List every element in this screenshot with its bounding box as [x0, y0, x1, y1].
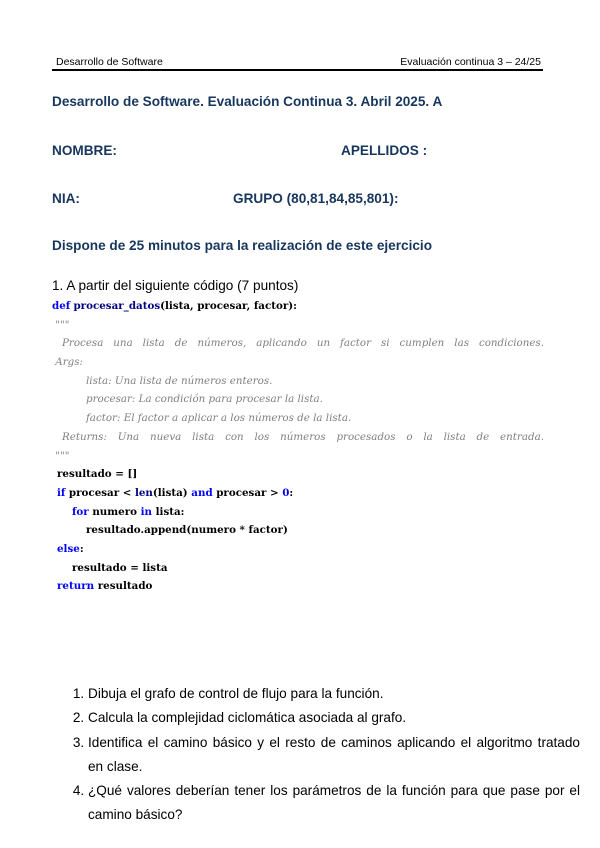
exam-title: Desarrollo de Software. Evaluación Continua 3. Abril 2025. A: [52, 94, 443, 109]
code-if-part2: (lista): [152, 486, 192, 499]
docstring-quote-close: """: [55, 449, 70, 462]
code-else-assign-line: [52, 559, 544, 578]
field-nia-label: NIA:: [52, 191, 80, 206]
code-if-number: 0: [282, 486, 290, 499]
code-keyword-in: in: [140, 505, 153, 518]
header-course: Desarrollo de Software: [56, 56, 163, 68]
docstring-args: Args:: [55, 356, 83, 369]
code-keyword-return: return: [57, 580, 95, 593]
task-item-2: 2. Calcula la complejidad ciclomática asociada al grafo.: [88, 706, 580, 730]
code-return-line: [52, 577, 544, 596]
code-resultado-init-line: [52, 465, 544, 484]
task-list: [52, 682, 580, 828]
code-signature: (lista, procesar, factor):: [160, 300, 297, 312]
code-docstring-close: [52, 447, 544, 466]
header-evaluation: Evaluación continua 3 – 24/25: [400, 56, 541, 68]
time-note: Dispone de 25 minutos para la realización de este ejercicio: [52, 238, 433, 253]
code-else-line: [52, 540, 544, 559]
code-block: [52, 297, 544, 596]
code-def-line: [52, 297, 544, 316]
code-keyword-and: and: [191, 486, 213, 499]
code-return-rest: resultado: [94, 580, 153, 593]
code-docstring-arg-lista-line: [52, 372, 544, 391]
code-keyword-if: if: [57, 486, 66, 499]
docstring-returns: Returns: Una nueva lista con los números procesados o la lista de entrada.: [62, 430, 544, 443]
field-nombre-label: NOMBRE:: [52, 143, 117, 158]
code-docstring-arg-procesar-line: [52, 390, 544, 409]
code-if-line: [52, 484, 544, 503]
code-append-line: [52, 521, 544, 540]
question-1: 1. A partir del siguiente código (7 puntos): [52, 278, 299, 293]
code-resultado-init: resultado = []: [57, 468, 138, 481]
code-docstring-arg-factor-line: [52, 409, 544, 428]
code-if-part3: procesar >: [212, 486, 283, 499]
task-item-1: 1. Dibuja el grafo de control de flujo para la función.: [88, 682, 580, 706]
code-docstring-args-line: [52, 353, 544, 372]
code-for-line: [52, 503, 544, 522]
docstring-description: Procesa una lista de números, aplicando un factor si cumplen las condiciones.: [62, 337, 544, 350]
code-keyword-else: else: [57, 542, 80, 555]
code-keyword-for: for: [72, 505, 89, 518]
docstring-arg-factor: factor: El factor a aplicar a los números de la lista.: [86, 412, 352, 425]
code-else-colon: :: [79, 542, 84, 555]
docstring-arg-procesar: procesar: La condición para procesar la lista.: [86, 393, 323, 406]
field-grupo-label: GRUPO (80,81,84,85,801):: [233, 191, 399, 206]
header-rule: [52, 69, 543, 71]
code-keyword-len: len: [134, 486, 153, 499]
docstring-quote-open: """: [55, 318, 70, 331]
code-keyword-def: def: [52, 300, 71, 312]
code-for-var: numero: [88, 505, 141, 518]
code-append: resultado.append(numero * factor): [86, 524, 288, 537]
task-item-3: 3. Identifica el camino básico y el resto de caminos aplicando el algoritmo tratado en clase.: [88, 731, 580, 780]
code-for-rest: lista:: [152, 505, 185, 518]
code-if-colon: :: [289, 486, 294, 499]
code-function-name: procesar_datos: [73, 300, 161, 312]
task-item-4: 4. ¿Qué valores deberían tener los parámetros de la función para que pase por el camino básico?: [88, 779, 580, 828]
code-docstring-open: [52, 316, 544, 335]
field-apellidos-label: APELLIDOS :: [341, 143, 428, 158]
docstring-arg-lista: lista: Una lista de números enteros.: [86, 374, 273, 387]
code-else-assign: resultado = lista: [72, 561, 168, 574]
code-if-part1: procesar <: [65, 486, 135, 499]
